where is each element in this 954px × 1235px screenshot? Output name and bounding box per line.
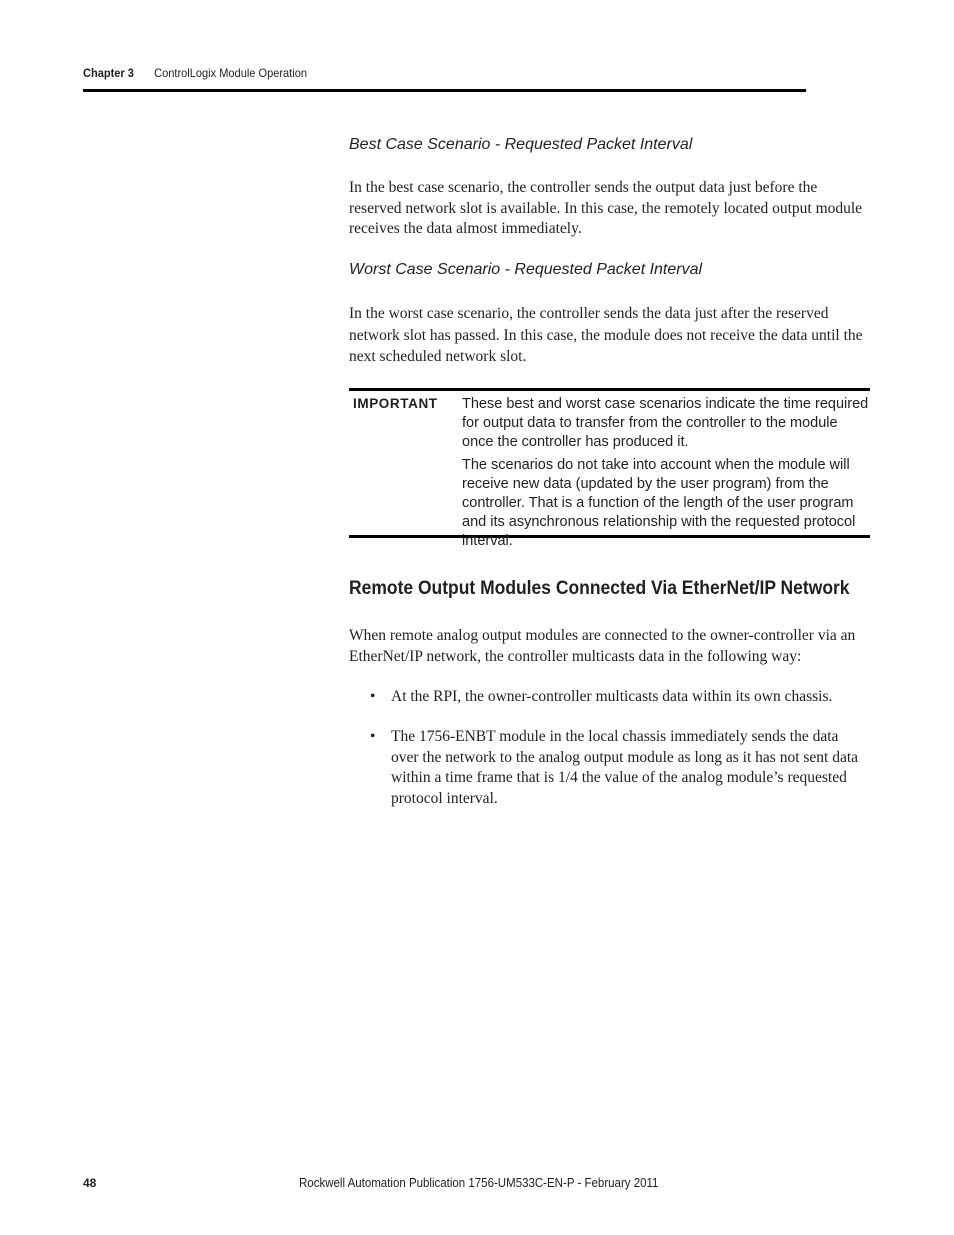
section-heading: Remote Output Modules Connected Via EtherNet/IP Network <box>349 578 850 599</box>
publication-info: Rockwell Automation Publication 1756-UM533C-EN-P - February 2011 <box>299 1176 659 1190</box>
best-case-paragraph: In the best case scenario, the controller sends the output data just before the reserved network slot is available. In this case, the remotely located output module receives the data almost immediately. <box>349 179 863 237</box>
list-item-text: At the RPI, the owner-controller multicasts data within its own chassis. <box>391 688 833 705</box>
important-paragraph-1: These best and worst case scenarios indicate the time required for output data to transfer from the controller to the module once the controller has produced it. <box>462 396 869 450</box>
important-body <box>462 395 870 555</box>
best-case-heading: Best Case Scenario - Requested Packet Interval <box>349 136 693 153</box>
bullet-icon: • <box>370 688 376 705</box>
chapter-label: Chapter 3 <box>83 66 134 80</box>
important-callout <box>349 388 870 549</box>
list-item <box>370 687 860 708</box>
important-paragraph-2: The scenarios do not take into account when the module will receive new data (updated by the user program) from the controller. That is a function of the length of the user program and its asynchronous relationship with the requested protocol interval. <box>462 457 856 549</box>
list-item-text: The 1756-ENBT module in the local chassis immediately sends the data over the network to the analog output module as long as it has not sent data within a time frame that is 1/4 the value of the analog module’s requested protocol interval. <box>391 728 859 807</box>
page-number: 48 <box>83 1176 97 1190</box>
bullet-icon: • <box>370 728 376 745</box>
worst-case-heading: Worst Case Scenario - Requested Packet Interval <box>349 261 703 278</box>
important-label: IMPORTANT <box>353 396 438 411</box>
list-item <box>370 727 860 809</box>
worst-case-paragraph: In the worst case scenario, the controller sends the data just after the reserved network slot has passed. In this case, the module does not receive the data until the next scheduled network slot. <box>349 305 863 365</box>
remote-intro-paragraph: When remote analog output modules are connected to the owner-controller via an EtherNet/IP network, the controller multicasts data in the following way: <box>349 627 856 665</box>
chapter-title: ControlLogix Module Operation <box>154 66 307 80</box>
page-header <box>83 66 806 92</box>
